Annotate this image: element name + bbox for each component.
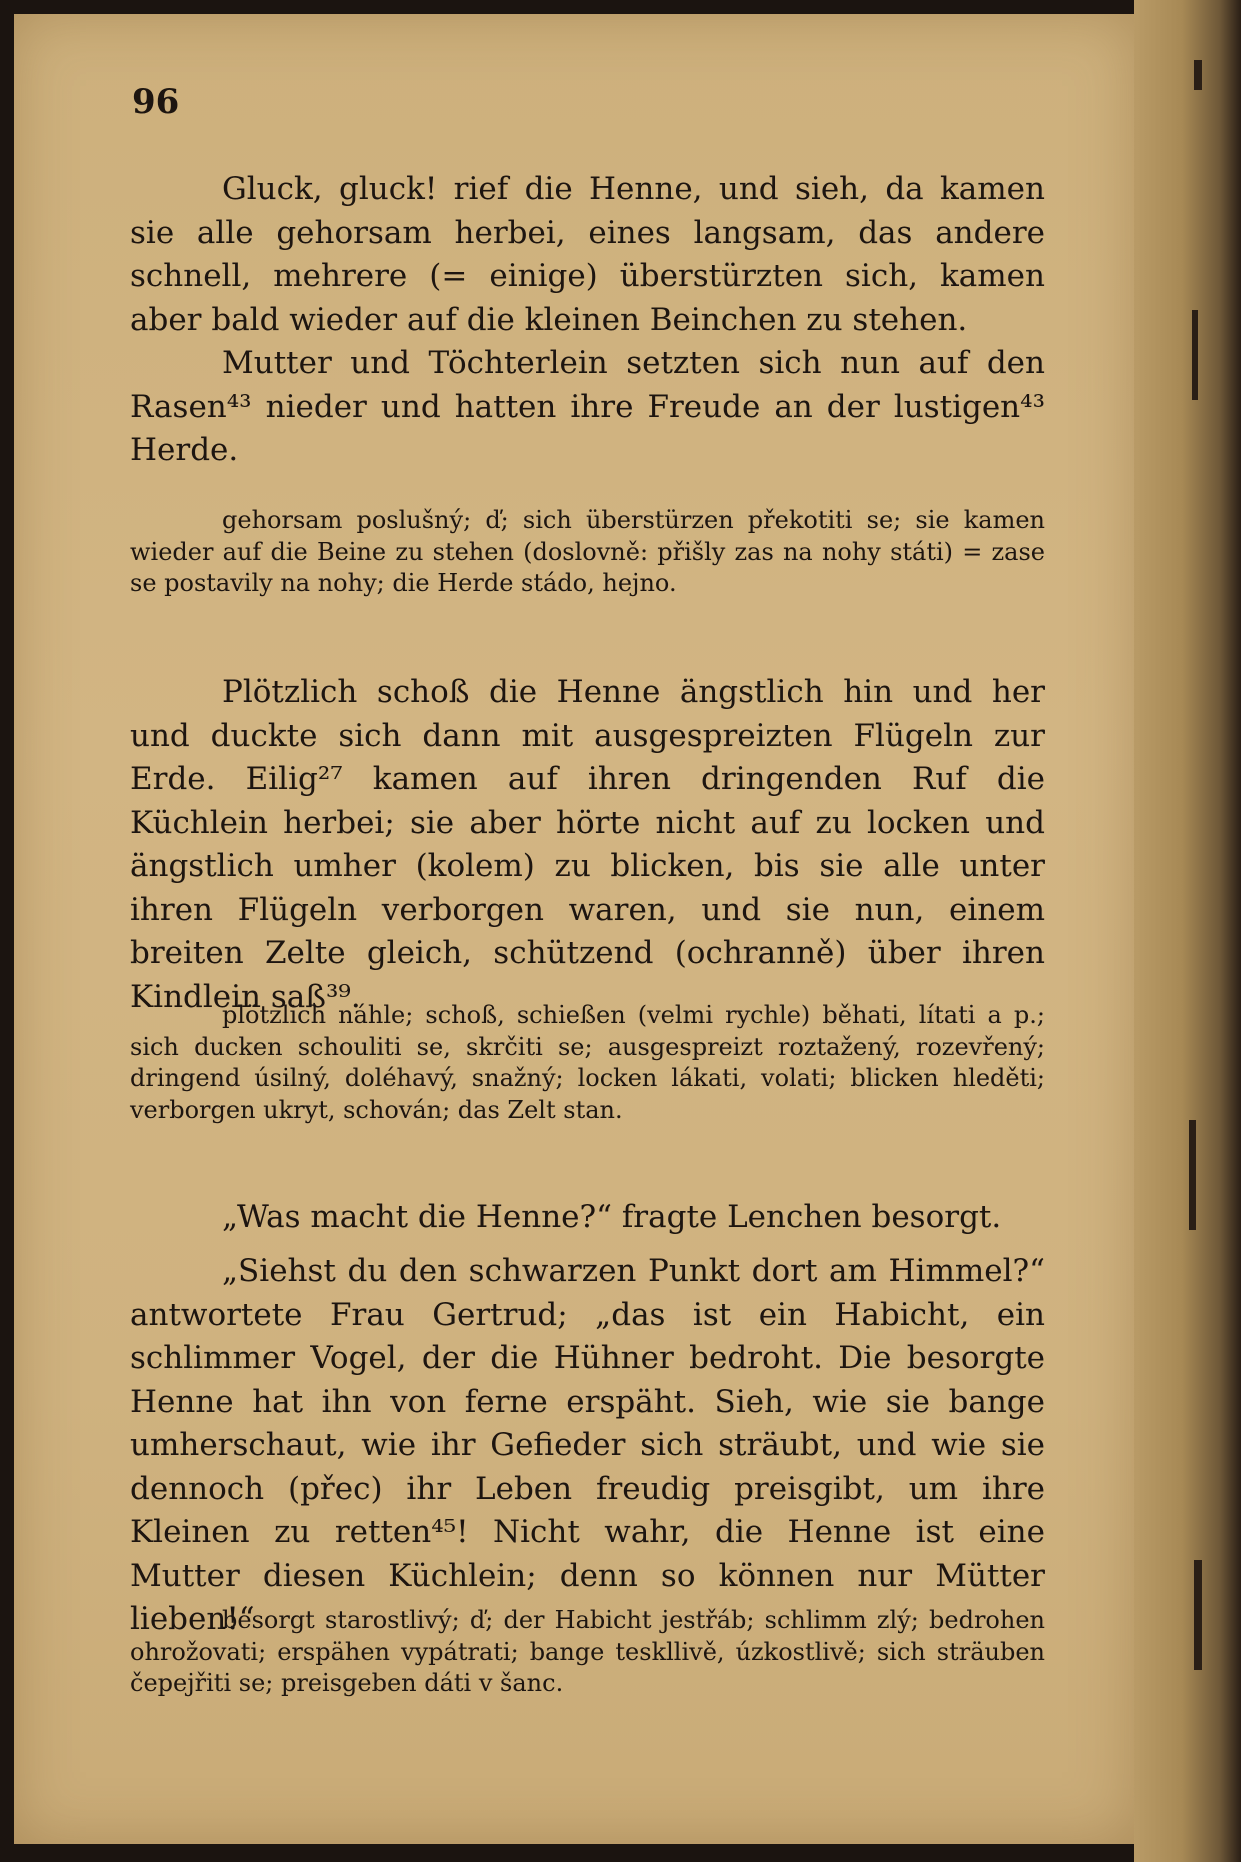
edge-mark <box>1192 310 1198 400</box>
text-block-7 <box>130 1250 1045 1642</box>
text-block-1 <box>130 168 1045 342</box>
text-block-6 <box>130 1196 1045 1240</box>
text-block-2 <box>130 342 1045 473</box>
text-block-8 <box>130 1605 1045 1700</box>
paragraph: „Siehst du den schwarzen Punkt dort am Himmel?“ antwortete Frau Gertrud; „das ist ein Habicht, ein schlimmer Vogel, der die Hühner bedroht. Die besorgte Henne hat ihn von ferne erspäht. Sieh, wie sie bange umherschaut, wie ihr Gefieder sich sträubt, und wie sie dennoch (přec) ihr Leben freudig preisgibt, um ihre Kleinen zu retten⁴⁵! Nicht wahr, die Henne ist eine Mutter diesen Küchlein; denn so können nur Mütter lieben!“ <box>130 1253 1045 1637</box>
edge-mark <box>1194 1560 1202 1670</box>
paragraph: Gluck, gluck! rief die Henne, und sieh, da kamen sie alle gehorsam herbei, eines langsam, das andere schnell, mehrere (= einige) überstürzten sich, kamen aber bald wieder auf die kleinen Beinchen zu stehen. <box>130 171 1045 338</box>
vocabulary-note: gehorsam poslušný; ď; sich überstürzen překotiti se; sie kamen wieder auf die Beine zu stehen (doslovně: přišly zas na nohy státi) = zase se postavily na nohy; die Herde stádo, hejno. <box>130 506 1045 597</box>
edge-mark <box>1189 1120 1196 1230</box>
text-block-5 <box>130 1000 1045 1126</box>
edge-mark <box>1194 60 1202 90</box>
paragraph: Plötzlich schoß die Henne ängstlich hin und her und duckte sich dann mit ausgespreizten Flügeln zur Erde. Eilig²⁷ kamen auf ihren dringenden Ruf die Küchlein herbei; sie aber hörte nicht auf zu locken und ängstlich umher (kolem) zu blicken, bis sie alle unter ihren Flügeln verborgen waren, und sie nun, einem breiten Zelte gleich, schützend (ochranně) über ihren Kindlein saß³⁹. <box>130 674 1045 1015</box>
text-block-3 <box>130 505 1045 600</box>
vocabulary-note: plötzlich náhle; schoß, schießen (velmi rychle) běhati, lítati a p.; sich ducken schouliti se, skrčiti se; ausgespreizt roztažený, rozevřený; dringend úsilný, doléhavý, snažný; locken lákati, volati; blicken hleděti; verborgen ukryt, schován; das Zelt stan. <box>130 1001 1045 1124</box>
text-block-4 <box>130 671 1045 1019</box>
page-edge <box>1134 0 1241 1862</box>
paragraph: Mutter und Töchterlein setzten sich nun auf den Rasen⁴³ nieder und hatten ihre Freude an der lustigen⁴³ Herde. <box>130 345 1045 468</box>
paragraph: „Was macht die Henne?“ fragte Lenchen besorgt. <box>222 1199 1002 1235</box>
page-number: 96 <box>132 82 180 122</box>
vocabulary-note: besorgt starostlivý; ď; der Habicht jestřáb; schlimm zlý; bedrohen ohrožovati; erspähen vypátrati; bange teskllivě, úzkostlivě; sich sträuben čepejřiti se; preisgeben dáti v šanc. <box>130 1606 1045 1697</box>
